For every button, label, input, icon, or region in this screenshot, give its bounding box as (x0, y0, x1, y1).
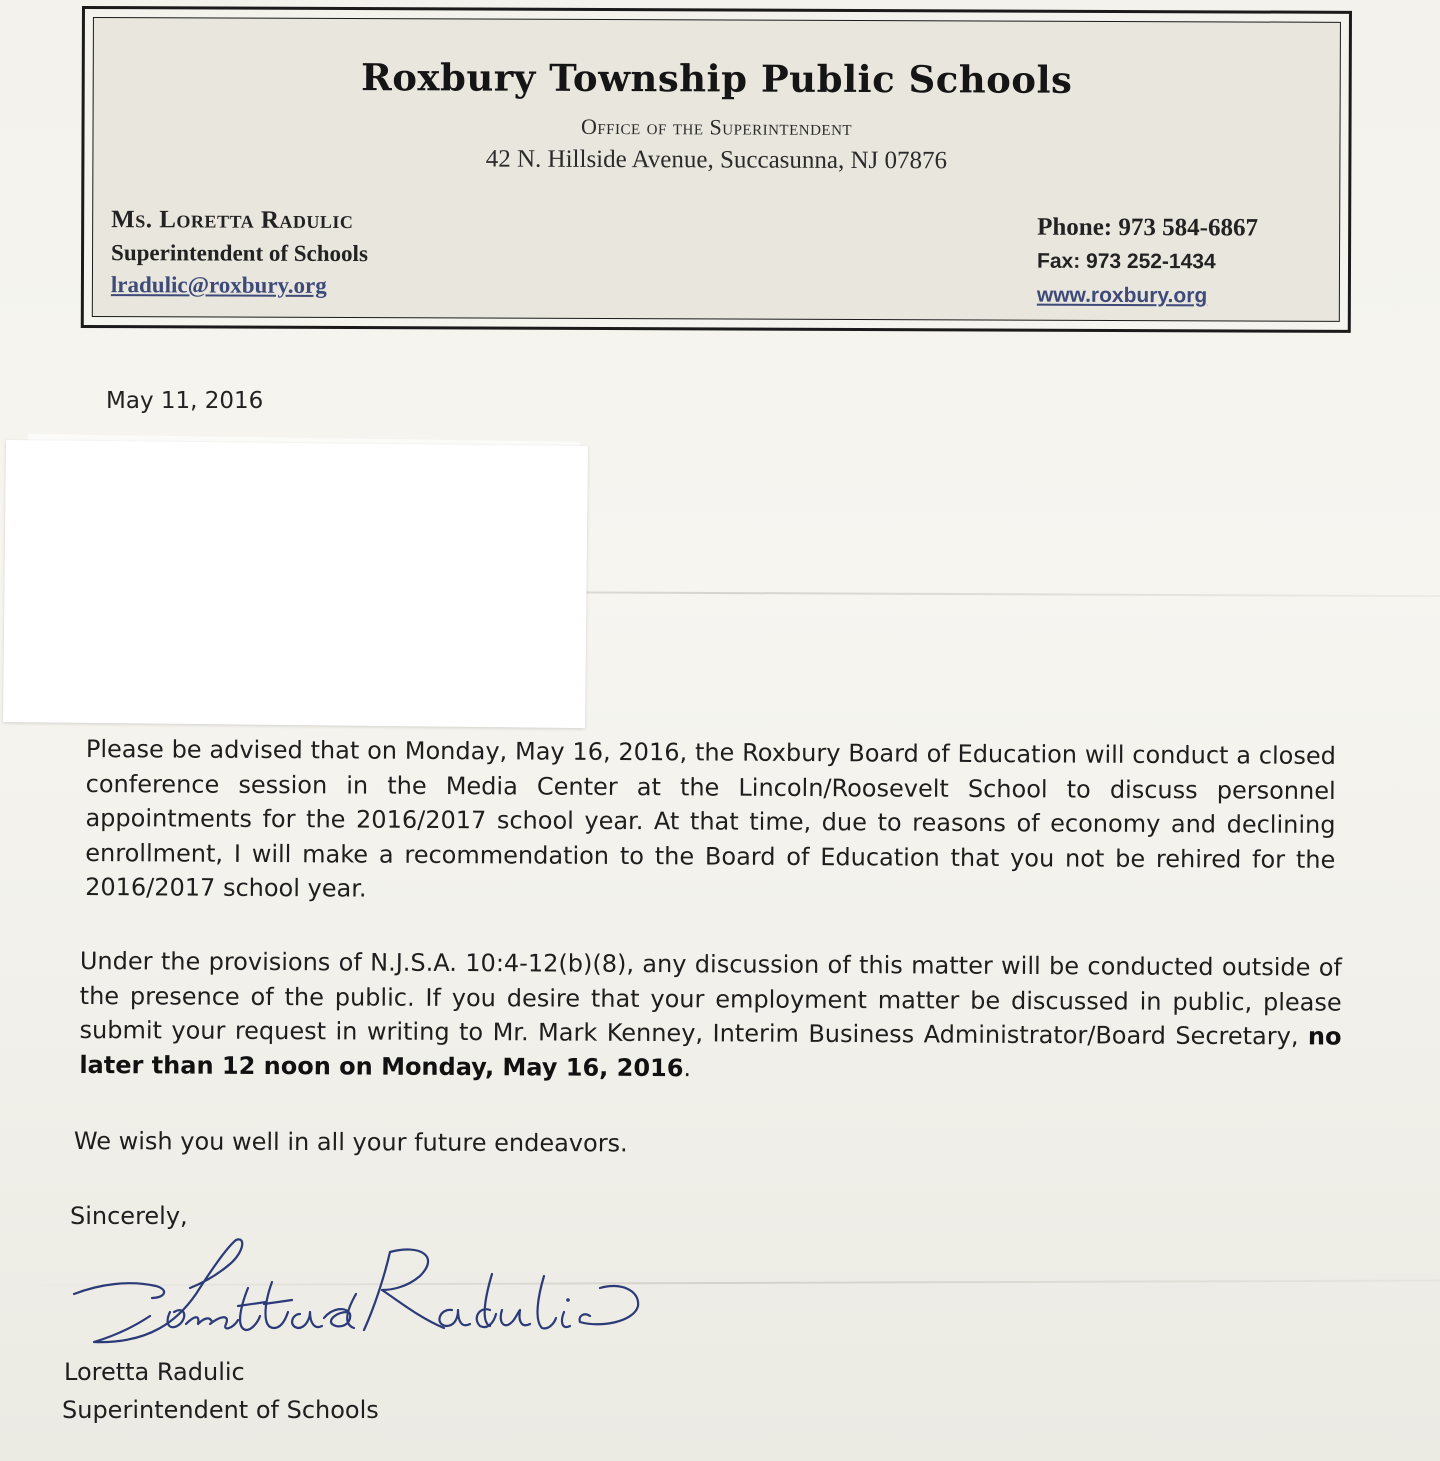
letter-date: May 11, 2016 (106, 388, 264, 414)
superintendent-name: Ms. Loretta Radulic (111, 206, 354, 235)
district-name: Roxbury Township Public Schools (360, 55, 1073, 102)
redacted-recipient-address (3, 440, 588, 728)
paragraph-provisions-end: . (683, 1053, 692, 1082)
letterhead-inner-border (92, 17, 1341, 322)
fax-number: Fax: 973 252-1434 (1036, 249, 1216, 274)
paragraph-provisions (79, 944, 1342, 1089)
signatory-title: Superintendent of Schools (62, 1396, 379, 1424)
office-name: Office of the Superintendent (580, 113, 853, 140)
closing: Sincerely, (70, 1202, 188, 1230)
letterhead (81, 6, 1352, 333)
deadline-text: no later than 12 noon on Monday, May 16, 2016 (79, 1022, 1342, 1082)
phone-number: Phone: 973 584-6867 (1037, 213, 1259, 242)
website-link[interactable]: www.roxbury.org (1036, 283, 1208, 308)
paragraph-farewell: We wish you well in all your future endeavors. (73, 1127, 628, 1158)
superintendent-block (111, 206, 368, 299)
superintendent-email-link[interactable]: lradulic@roxbury.org (110, 272, 327, 298)
superintendent-role: Superintendent of Schools (111, 240, 368, 267)
paragraph-notice: Please be advised that on Monday, May 16, 2016, the Roxbury Board of Education will conduct a closed conference session in the Media Center at the Lincoln/Roosevelt School to discuss personnel appointments for the 2016/2017 school year. At that time, due to reasons of economy and declining enrollment, I will make a recommendation to the Board of Education that you not be rehired for the 2016/2017 school year. (85, 734, 1336, 903)
office-address: 42 N. Hillside Avenue, Succasunna, NJ 07876 (485, 145, 948, 175)
handwritten-signature (60, 1232, 660, 1372)
paragraph-provisions-text: Under the provisions of N.J.S.A. 10:4-12(b)(8), any discussion of this matter will be conducted outside of the presence of the public. If you desire that your employment matter be discussed in public, please submit your request in writing to Mr. Mark Kenney, Interim Business Administrator/Board Secretary, (79, 946, 1342, 1051)
contact-block (1037, 214, 1258, 309)
signatory-name: Loretta Radulic (64, 1358, 245, 1386)
